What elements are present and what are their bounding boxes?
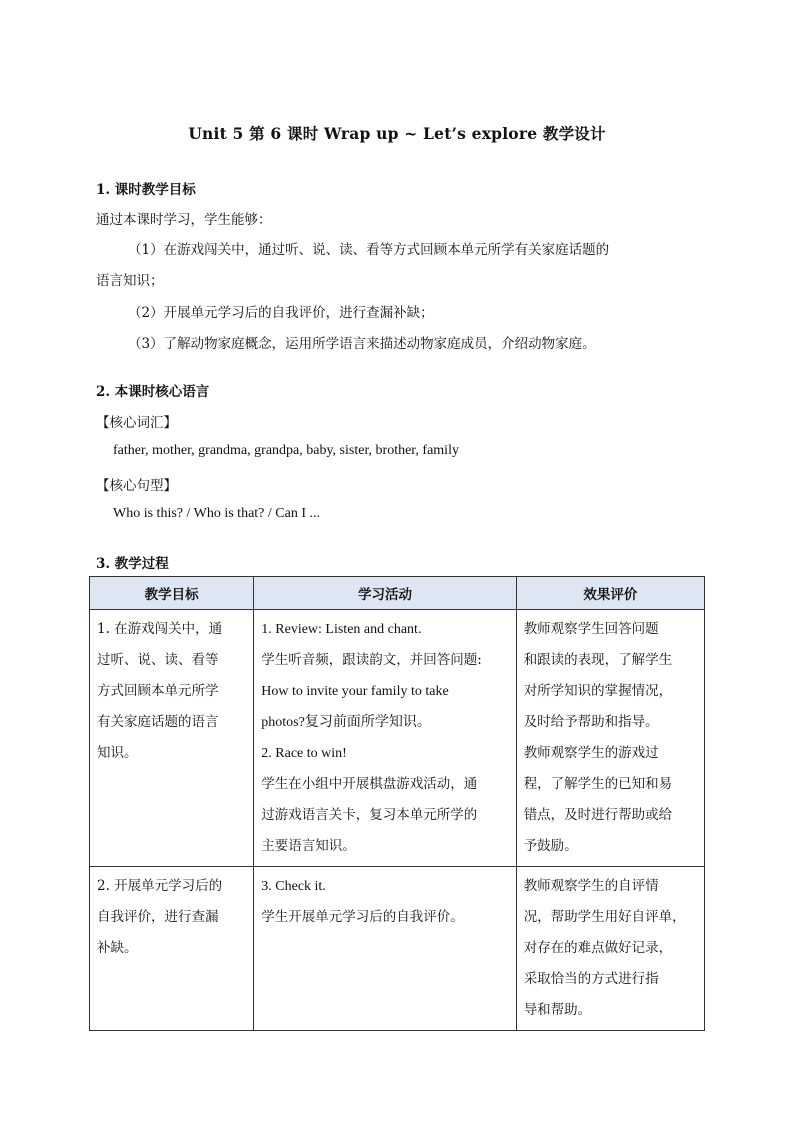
goal-line: 方式回顾本单元所学 bbox=[97, 683, 219, 699]
goal-cell bbox=[90, 610, 254, 867]
section1-intro: 通过本课时学习，学生能够： bbox=[96, 212, 272, 228]
evaluation-line: 错点，及时进行帮助或给 bbox=[523, 807, 673, 823]
page-title: Unit 5 第 6 课时 Wrap up ~ Let’s explore 教学设计 bbox=[188, 124, 606, 143]
activity-line: 学生开展单元学习后的自我评价。 bbox=[261, 909, 464, 925]
goal1-line2: 语言知识； bbox=[96, 273, 164, 289]
header-evaluation: 效果评价 bbox=[516, 577, 704, 610]
evaluation-line: 及时给予帮助和指导。 bbox=[523, 714, 659, 730]
header-activity: 学习活动 bbox=[254, 577, 516, 610]
evaluation-line: 和跟读的表现，了解学生 bbox=[523, 652, 673, 668]
evaluation-line: 导和帮助。 bbox=[523, 1002, 592, 1018]
evaluation-line: 教师观察学生的游戏过 bbox=[523, 745, 659, 761]
activity-line: How to invite your family to take bbox=[261, 684, 449, 699]
evaluation-cell bbox=[516, 867, 704, 1031]
activity-line: 学生在小组中开展棋盘游戏活动，通 bbox=[261, 776, 478, 792]
goal-cell bbox=[90, 867, 254, 1031]
teaching-process-table bbox=[89, 576, 705, 1031]
evaluation-line: 予鼓励。 bbox=[523, 838, 578, 854]
activity-line: 学生听音频，跟读韵文，并回答问题: bbox=[261, 652, 482, 668]
evaluation-line: 教师观察学生的自评情 bbox=[523, 878, 659, 894]
goal1-line1: （1）在游戏闯关中，通过听、说、读、看等方式回顾本单元所学有关家庭话题的 bbox=[128, 242, 610, 258]
sentence-label: 【核心句型】 bbox=[96, 478, 177, 494]
vocab-list: father, mother, grandma, grandpa, baby, sister, brother, family bbox=[113, 443, 459, 458]
goal2: （2）开展单元学习后的自我评价，进行查漏补缺； bbox=[128, 305, 434, 321]
table-header-row bbox=[90, 577, 705, 610]
goal3: （3）了解动物家庭概念，运用所学语言来描述动物家庭成员，介绍动物家庭。 bbox=[128, 336, 596, 352]
evaluation-line: 教师观察学生回答问题 bbox=[523, 621, 659, 637]
goal-line: 补缺。 bbox=[97, 940, 138, 956]
table-row bbox=[90, 610, 705, 867]
section3-heading: 3. 教学过程 bbox=[96, 556, 169, 572]
table-row bbox=[90, 867, 705, 1031]
evaluation-line: 程，了解学生的已知和易 bbox=[523, 776, 673, 792]
section2-heading: 2. 本课时核心语言 bbox=[96, 384, 210, 400]
sentence-list: Who is this? / Who is that? / Can I ... bbox=[113, 506, 320, 521]
section1-heading: 1. 课时教学目标 bbox=[96, 182, 196, 198]
goal-line: 知识。 bbox=[97, 745, 138, 761]
activity-line: 主要语言知识。 bbox=[261, 838, 356, 854]
activity-cell bbox=[254, 610, 516, 867]
evaluation-cell bbox=[516, 610, 704, 867]
header-goal: 教学目标 bbox=[90, 577, 254, 610]
evaluation-line: 对所学知识的掌握情况， bbox=[523, 683, 673, 699]
evaluation-line: 采取恰当的方式进行指 bbox=[523, 971, 659, 987]
activity-line: 1. Review: Listen and chant. bbox=[261, 622, 422, 637]
activity-line: 2. Race to win! bbox=[261, 746, 347, 761]
goal-line: 有关家庭话题的语言 bbox=[97, 714, 219, 730]
goal-line: 2. 开展单元学习后的 bbox=[97, 878, 223, 894]
activity-line: photos?复习前面所学知识。 bbox=[261, 715, 431, 730]
evaluation-line: 况，帮助学生用好自评单， bbox=[523, 909, 686, 925]
goal-line: 1. 在游戏闯关中，通 bbox=[97, 621, 223, 637]
activity-line: 3. Check it. bbox=[261, 879, 326, 894]
vocab-label: 【核心词汇】 bbox=[96, 415, 177, 431]
goal-line: 自我评价，进行查漏 bbox=[97, 909, 219, 925]
evaluation-line: 对存在的难点做好记录， bbox=[523, 940, 673, 956]
activity-cell bbox=[254, 867, 516, 1031]
goal-line: 过听、说、读、看等 bbox=[97, 652, 219, 668]
activity-line: 过游戏语言关卡，复习本单元所学的 bbox=[261, 807, 478, 823]
